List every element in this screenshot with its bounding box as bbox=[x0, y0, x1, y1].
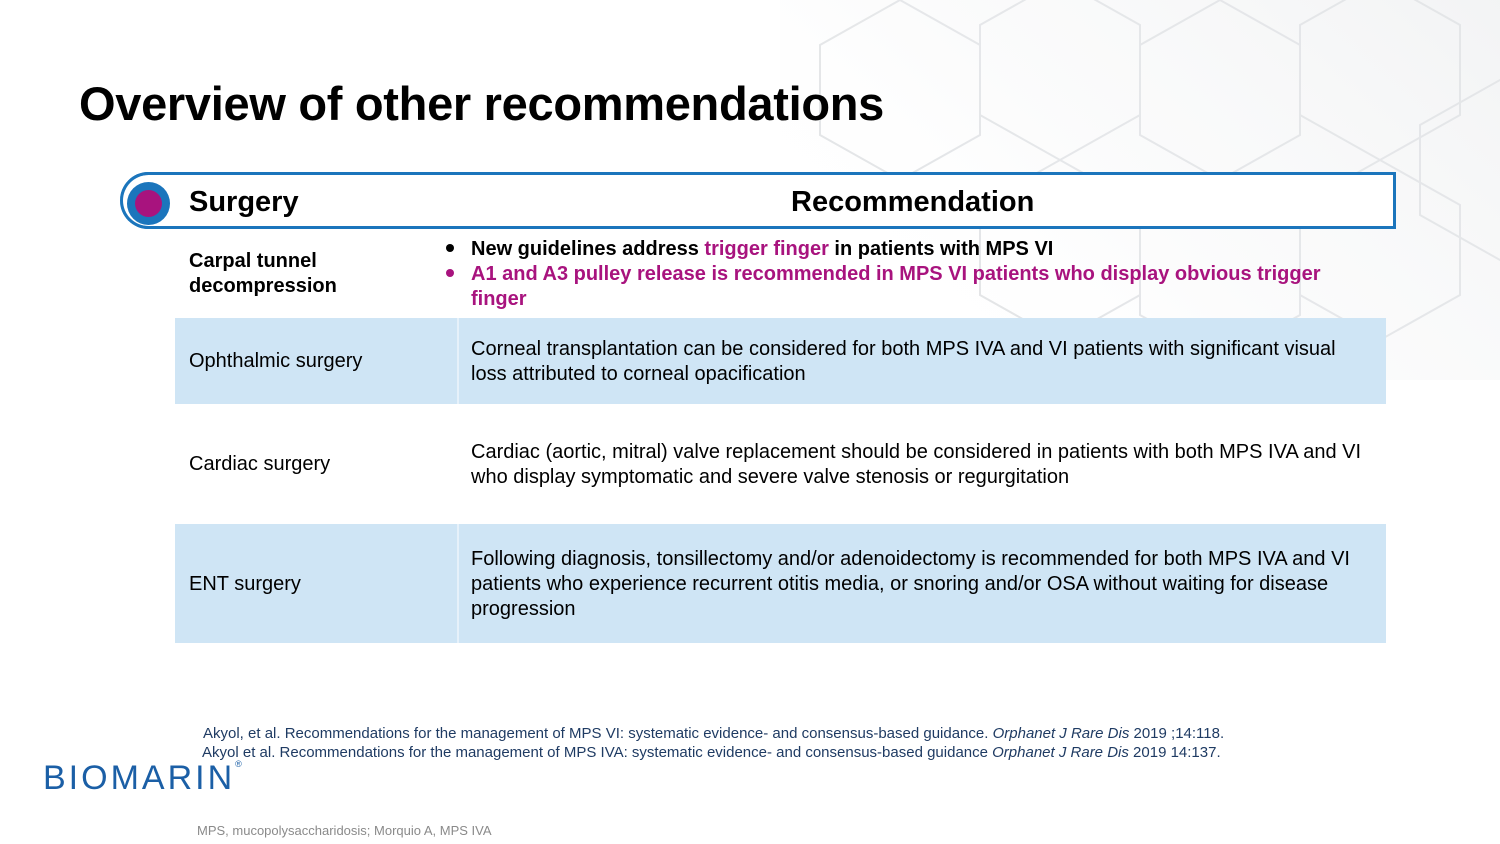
recommendation-bullet-highlighted: A1 and A3 pulley release is recommended in MPS VI patients who display obvious trigger finger bbox=[443, 262, 1376, 312]
table-header-bar bbox=[120, 172, 1396, 229]
table-row-cardiac bbox=[175, 404, 1386, 524]
slide-title: Overview of other recommendations bbox=[79, 77, 884, 130]
reference-2: Akyol et al. Recommendations for the management of MPS IVA: systematic evidence- and consensus-based guidance Orphanet J Rare Dis 2019 14:137. bbox=[202, 744, 1221, 761]
table-row-carpal-tunnel bbox=[175, 232, 1386, 318]
recommendation-cell: Corneal transplantation can be considered for both MPS IVA and VI patients with significant visual loss attributed to corneal opacification bbox=[471, 338, 1336, 385]
table-row-ophthalmic bbox=[175, 318, 1386, 404]
header-bullet-icon bbox=[127, 182, 170, 225]
recommendation-cell: Cardiac (aortic, mitral) valve replacement should be considered in patients with both MPS IVA and VI who display symptomatic and severe valve stenosis or regurgitation bbox=[471, 441, 1362, 488]
references bbox=[203, 724, 1224, 762]
header-recommendation: Recommendation bbox=[791, 186, 1035, 218]
reference-1: Akyol, et al. Recommendations for the management of MPS VI: systematic evidence- and consensus-based guidance. Orphanet J Rare Dis 2019 ;14:118. bbox=[203, 725, 1225, 742]
surgery-label: ENT surgery bbox=[189, 573, 301, 595]
recommendation-cell bbox=[471, 237, 1376, 312]
bullet-text-end: in patients with MPS VI bbox=[828, 238, 1054, 260]
table-row-ent bbox=[175, 524, 1386, 643]
recommendation-bullet bbox=[443, 237, 1376, 262]
surgery-label: Ophthalmic surgery bbox=[189, 350, 363, 372]
biomarin-logo: BIOMARIN® bbox=[43, 759, 242, 797]
header-surgery: Surgery bbox=[189, 186, 299, 218]
abbreviations-footnote: MPS, mucopolysaccharidosis; Morquio A, MPS IVA bbox=[197, 823, 492, 838]
surgery-label: Cardiac surgery bbox=[189, 453, 331, 475]
recommendation-cell: Following diagnosis, tonsillectomy and/or adenoidectomy is recommended for both MPS IVA and VI patients who experience recurrent otitis media, or snoring and/or OSA without waiting for disease progression bbox=[471, 548, 1350, 620]
bullet-text: New guidelines address bbox=[471, 238, 705, 260]
bullet-highlight: trigger finger bbox=[704, 238, 829, 260]
surgery-label: Carpal tunnel decompression bbox=[189, 250, 337, 297]
